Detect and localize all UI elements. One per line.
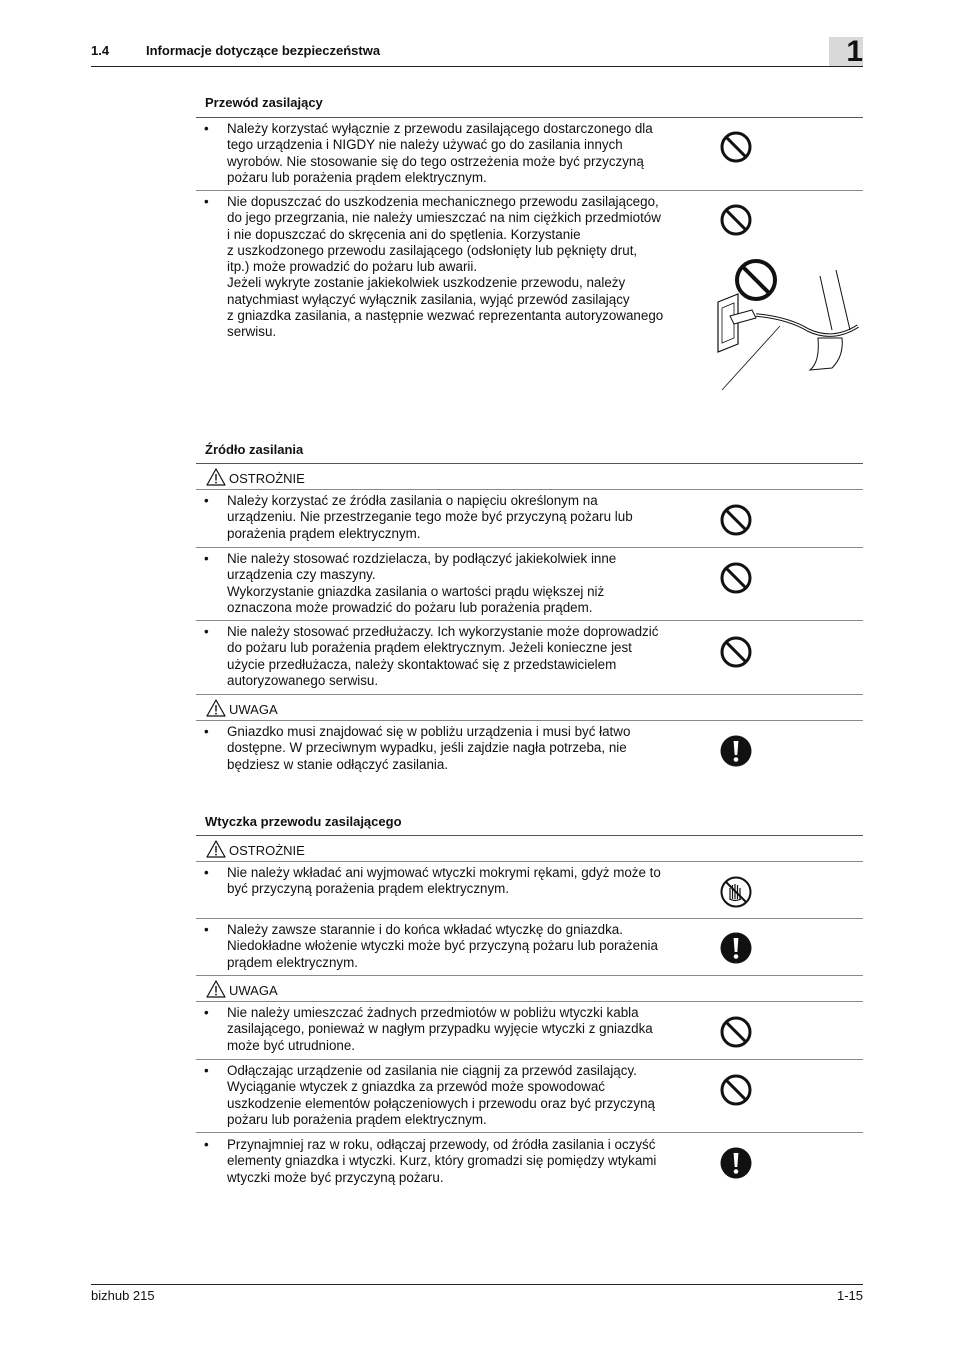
section-title: Wtyczka przewodu zasilającego xyxy=(205,814,402,829)
divider xyxy=(196,547,863,548)
bullet: • xyxy=(204,1137,209,1152)
item-text: Należy korzystać wyłącznie z przewodu zasilającego dostarczonego dla tego urządzenia i NIGDY nie należy używać go do zasilania innych wyrobów. Nie stosowanie się do tego ostrzeżenia może być przyczyną pożaru lub porażenia prądem elektrycznym. xyxy=(227,121,653,185)
product-name: bizhub 215 xyxy=(91,1288,155,1303)
divider xyxy=(196,190,863,191)
section-heading: Informacje dotyczące bezpieczeństwa xyxy=(146,43,381,58)
prohibition-icon xyxy=(719,1015,753,1049)
attention-text: UWAGA xyxy=(229,983,278,998)
prohibition-icon xyxy=(719,561,753,595)
caution-text: OSTROŻNIE xyxy=(229,843,305,858)
divider xyxy=(196,835,863,836)
section-title: Przewód zasilający xyxy=(205,95,323,110)
divider xyxy=(196,694,863,695)
bullet: • xyxy=(204,194,209,209)
divider xyxy=(196,117,863,118)
divider xyxy=(196,489,863,490)
divider xyxy=(196,861,863,862)
bullet: • xyxy=(204,724,209,739)
do-not-step-on-cord-illustration xyxy=(708,252,863,394)
section-number: 1.4 xyxy=(91,43,110,58)
divider xyxy=(196,1059,863,1060)
divider xyxy=(196,720,863,721)
divider xyxy=(196,463,863,464)
prohibition-icon xyxy=(719,130,753,164)
item-text: Gniazdko musi znajdować się w pobliżu urządzenia i musi być łatwo dostępne. W przeciwnym wypadku, jeśli zajdzie nagła potrzeba, nie będziesz w stanie odłączyć zasilania. xyxy=(227,724,631,772)
prohibition-icon xyxy=(719,635,753,669)
divider xyxy=(196,918,863,919)
mandatory-action-icon xyxy=(719,1146,753,1180)
bullet: • xyxy=(204,121,209,136)
mandatory-action-icon xyxy=(719,734,753,768)
attention-label xyxy=(206,699,278,718)
bullet: • xyxy=(204,624,209,639)
item-text: Odłączając urządzenie od zasilania nie ciągnij za przewód zasilający. Wyciąganie wtyczek z gniazdka za przewód może spowodować uszkodzenie elementów połączeniowych i przewodu oraz być przyczyną pożaru lub porażenia prądem elektrycznym. xyxy=(227,1063,655,1127)
divider xyxy=(196,620,863,621)
item-text: Nie dopuszczać do uszkodzenia mechanicznego przewodu zasilającego, do jego przegrzania, nie należy umieszczać na nim ciężkich przedmiotów i nie dopuszczać do skręcenia ani do spętlenia. Korzystanie z uszkodzonego przewodu zasilającego (odsłonięty lub pęknięty drut, itp.) może prowadzić do pożaru lub awarii. Jeżeli wykryte zostanie jakiekolwiek uszkodzenie przewodu, należy natychmiast wyłączyć wyłącznik zasilania, wyjąć przewód zasilający z gniazdka zasilania, a następnie wezwać reprezentanta autoryzowanego serwisu. xyxy=(227,194,664,340)
page-header xyxy=(91,40,863,67)
divider xyxy=(196,1001,863,1002)
prohibition-icon xyxy=(719,203,753,237)
warning-triangle-icon xyxy=(206,840,226,858)
item-text: Nie należy stosować przedłużaczy. Ich wykorzystanie może doprowadzić do pożaru lub porażenia prądem elektrycznym. Jeżeli konieczne jest użycie przedłużacza, należy skontaktować się z przedstawicielem autoryzowanego serwisu. xyxy=(227,624,659,688)
caution-label xyxy=(206,840,305,859)
attention-label xyxy=(206,980,278,999)
caution-text: OSTROŻNIE xyxy=(229,471,305,486)
warning-triangle-icon xyxy=(206,468,226,486)
bullet: • xyxy=(204,551,209,566)
bullet: • xyxy=(204,865,209,880)
warning-triangle-icon xyxy=(206,980,226,998)
bullet: • xyxy=(204,1063,209,1078)
caution-label xyxy=(206,468,305,487)
divider xyxy=(196,1132,863,1133)
prohibition-icon xyxy=(719,503,753,537)
divider xyxy=(196,975,863,976)
footer-divider xyxy=(91,1284,863,1285)
chapter-tab xyxy=(829,37,863,66)
bullet: • xyxy=(204,493,209,508)
section-title: Źródło zasilania xyxy=(205,442,304,457)
no-wet-hands-icon xyxy=(719,875,753,909)
item-text: Nie należy umieszczać żadnych przedmiotów w pobliżu wtyczki kabla zasilającego, ponieważ w nagłym przypadku wyjęcie wtyczki z gniazdka może być utrudnione. xyxy=(227,1005,653,1053)
warning-triangle-icon xyxy=(206,699,226,717)
item-text: Należy zawsze starannie i do końca wkładać wtyczkę do gniazdka. Niedokładne włożenie wtyczki może być przyczyną pożaru lub porażenia prądem elektrycznym. xyxy=(227,922,658,970)
bullet: • xyxy=(204,922,209,937)
bullet: • xyxy=(204,1005,209,1020)
item-text: Nie należy stosować rozdzielacza, by podłączyć jakiekolwiek inne urządzenia czy maszyny. Wykorzystanie gniazdka zasilania o wartości prądu większej niż oznaczona może prowadzić do pożaru lub porażenia prądem. xyxy=(227,551,617,615)
item-text: Nie należy wkładać ani wyjmować wtyczki mokrymi rękami, gdyż może to być przyczyną porażenia prądem elektrycznym. xyxy=(227,865,661,897)
mandatory-action-icon xyxy=(719,931,753,965)
item-text: Należy korzystać ze źródła zasilania o napięciu określonym na urządzeniu. Nie przestrzeganie tego może być przyczyną pożaru lub porażenia prądem elektrycznym. xyxy=(227,493,633,541)
page-number: 1-15 xyxy=(836,1288,863,1303)
chapter-number: 1 xyxy=(846,35,863,68)
attention-text: UWAGA xyxy=(229,702,278,717)
prohibition-icon xyxy=(719,1073,753,1107)
item-text: Przynajmniej raz w roku, odłączaj przewody, od źródła zasilania i oczyść elementy gniazdka i wtyczki. Kurz, który gromadzi się pomiędzy wtykami wtyczki może być przyczyną pożaru. xyxy=(227,1137,657,1185)
